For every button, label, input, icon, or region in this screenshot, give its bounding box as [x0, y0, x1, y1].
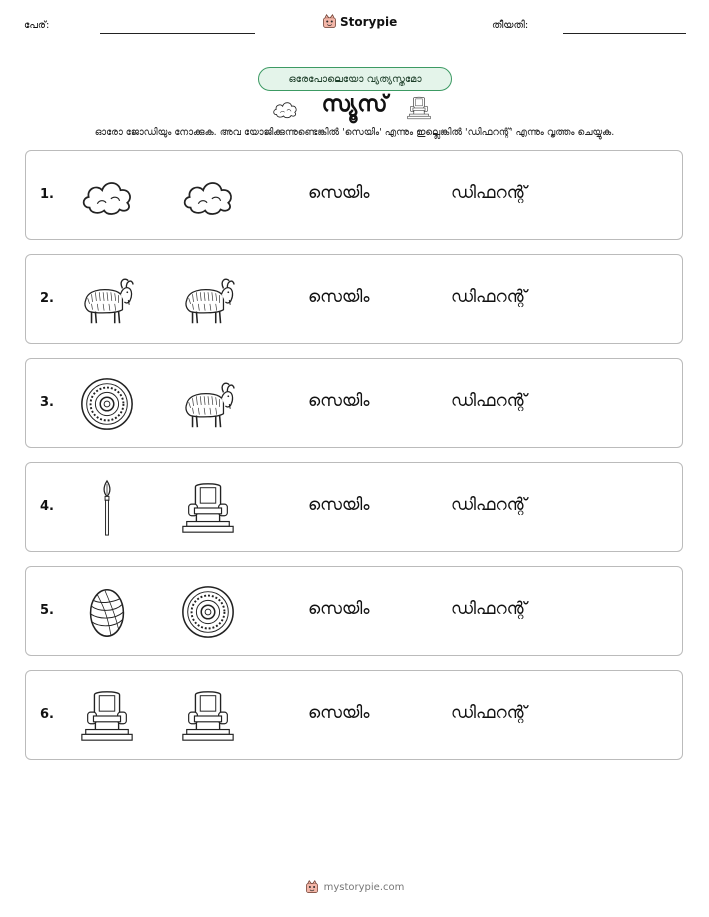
- egg-icon: [78, 583, 136, 641]
- spear-icon: [78, 479, 136, 537]
- cloud-icon: [179, 167, 237, 225]
- same-option[interactable]: സെയിം: [308, 287, 370, 307]
- cloud-icon: [78, 167, 136, 225]
- different-option[interactable]: ഡിഫറന്റ്: [451, 703, 527, 723]
- question-row: [25, 566, 683, 656]
- shield-icon: [179, 583, 237, 641]
- footer-site: mystorypie.com: [323, 881, 405, 893]
- different-option[interactable]: ഡിഫറന്റ്: [451, 183, 527, 203]
- question-row: [25, 358, 683, 448]
- same-option[interactable]: സെയിം: [308, 495, 370, 515]
- goat-icon: [179, 271, 237, 329]
- footer: [0, 880, 709, 894]
- worksheet-header: [0, 14, 709, 36]
- brand-name: Storypie: [340, 14, 398, 29]
- activity-tag: ഒരേപോലെയോ വ്യത്യസ്തമോ: [258, 67, 452, 91]
- brand-logo: [322, 14, 397, 29]
- instructions: ഓരോ ജോഡിയും നോക്കുക. അവ യോജിക്കുന്നുണ്ടെങ്കിൽ 'സെയിം' എന്നും ഇല്ലെങ്കിൽ 'ഡിഫറന്റ്' എന്നും വൃത്തം ചെയ്യുക.: [94, 127, 615, 138]
- storypie-logo-icon: [322, 14, 337, 29]
- question-number: 3.: [40, 395, 54, 410]
- question-number: 2.: [40, 291, 54, 306]
- question-number: 5.: [40, 603, 54, 618]
- date-label: തീയതി:: [492, 20, 529, 31]
- goat-icon: [179, 375, 237, 433]
- different-option[interactable]: ഡിഫറന്റ്: [451, 391, 527, 411]
- question-number: 6.: [40, 707, 54, 722]
- question-row: [25, 462, 683, 552]
- same-option[interactable]: സെയിം: [308, 703, 370, 723]
- different-option[interactable]: ഡിഫറന്റ്: [451, 599, 527, 619]
- same-option[interactable]: സെയിം: [308, 391, 370, 411]
- storypie-logo-icon: [305, 880, 319, 894]
- shield-icon: [78, 375, 136, 433]
- same-option[interactable]: സെയിം: [308, 599, 370, 619]
- different-option[interactable]: ഡിഫറന്റ്: [451, 287, 527, 307]
- same-option[interactable]: സെയിം: [308, 183, 370, 203]
- date-field-line[interactable]: [563, 33, 686, 34]
- throne-icon: [179, 687, 237, 745]
- name-label: പേര്:: [24, 20, 50, 31]
- question-number: 4.: [40, 499, 54, 514]
- page-title: സ്യൂസ്: [321, 92, 388, 117]
- question-row: [25, 254, 683, 344]
- throne-icon: [179, 479, 237, 537]
- goat-icon: [78, 271, 136, 329]
- question-number: 1.: [40, 187, 54, 202]
- throne-icon: [78, 687, 136, 745]
- throne-icon: [406, 95, 432, 121]
- question-row: [25, 670, 683, 760]
- name-field-line[interactable]: [100, 33, 255, 34]
- different-option[interactable]: ഡിഫറന്റ്: [451, 495, 527, 515]
- question-row: [25, 150, 683, 240]
